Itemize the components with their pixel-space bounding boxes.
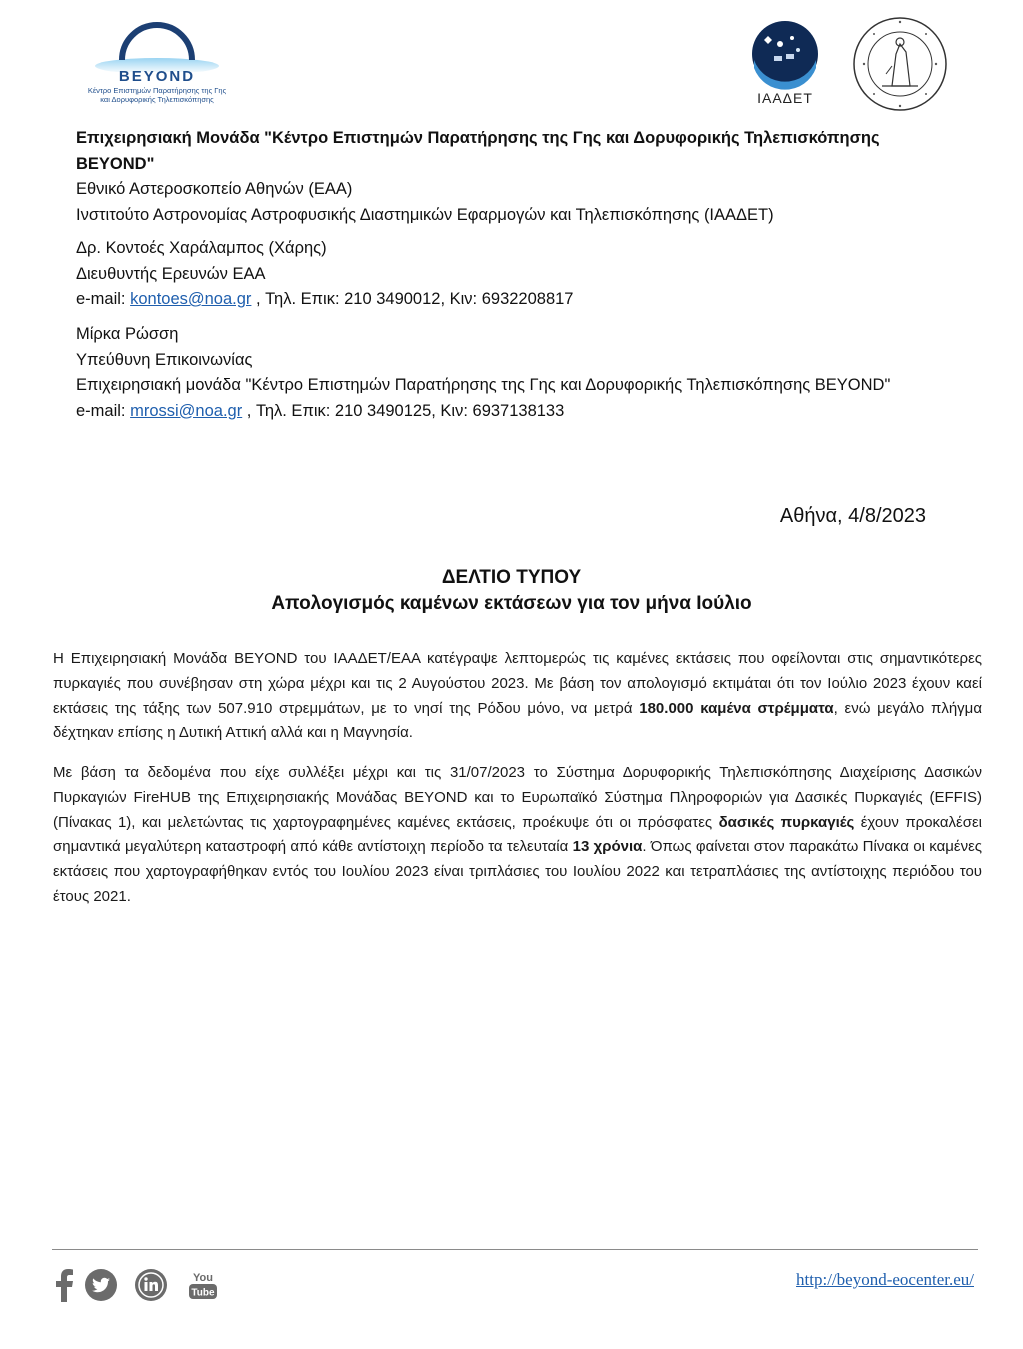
iaadet-logo: [740, 16, 830, 108]
iaadet-globe-icon: [740, 16, 830, 90]
paragraph-text: . Όπως φαίνεται στον παρακάτω Πίνακα οι καμένες εκτάσεις που χαρτογραφήθηκαν εντός του Ιουλίου 2023 είναι τριπλάσιες του Ιουλίου 2022 και τετραπλάσιες της αντίστοιχης περιόδου του έτους 2021.: [53, 838, 982, 905]
title-line-1: ΔΕΛΤΙΟ ΤΥΠΟΥ: [441, 567, 582, 588]
contact-person-2-name: Μίρκα Ρώσση: [76, 325, 179, 343]
youtube-icon[interactable]: [186, 1268, 220, 1302]
paragraph-text: , ενώ μεγάλο πλήγμα δέχτηκαν επίσης η Δυτική Αττική αλλά και η Μαγνησία.: [53, 699, 982, 742]
contact-person-2-email-link[interactable]: mrossi@noa.gr: [130, 401, 243, 420]
body-paragraph-2: [53, 761, 982, 910]
contact-person-1-role: Διευθυντής Ερευνών ΕΑΑ: [76, 264, 266, 283]
email-label: e-mail:: [76, 401, 131, 420]
email-label: e-mail:: [76, 290, 131, 308]
paragraph-bold-text: 180.000 καμένα στρέμματα: [639, 699, 834, 717]
contact-person-2-phones: , Τηλ. Επικ: 210 3490125, Κιν: 6937138133: [242, 401, 565, 420]
title-line-2: Απολογισμός καμένων εκτάσεων για τον μήνα Ιούλιο: [271, 593, 752, 614]
beyond-logo-subtitle: Κέντρο Επιστημών Παρατήρησης της Γης και Δορυφορικής Τηλεπισκόπησης: [87, 86, 227, 104]
facebook-icon[interactable]: [48, 1268, 82, 1302]
twitter-icon[interactable]: [84, 1268, 118, 1302]
contact-person-1-email-link[interactable]: kontoes@noa.gr: [130, 290, 252, 308]
contact-person-1: [76, 236, 956, 313]
iaadet-logo-name: ΙΑΑΔΕΤ: [757, 90, 813, 106]
svg-text:You: You: [193, 1272, 213, 1284]
beyond-logo-name: BEYOND: [118, 68, 196, 85]
contact-person-2-role: Υπεύθυνη Επικοινωνίας: [76, 350, 253, 369]
organization-title: Επιχειρησιακή Μονάδα "Κέντρο Επιστημών Παρατήρησης της Γης και Δορυφορικής Τηλεπισκόπησης BEYOND": [76, 129, 880, 173]
linkedin-icon[interactable]: [134, 1268, 168, 1302]
organization-block: [76, 126, 956, 228]
press-release-title: [60, 565, 963, 617]
beyond-arc-icon: [82, 8, 232, 72]
paragraph-text: Η Επιχειρησιακή Μονάδα BEYOND του ΙΑΑΔΕΤ/ΕΑΑ κατέγραψε λεπτομερώς τις καμένες εκτάσεις που οφείλονται στις σημαντικότερες πυρκαγιές που συνέβησαν στη χώρα μέχρι και τις 2 Αυγούστου 2023. Με βάση τον απολογισμό εκτιμάται ότι τον Ιούλιο 2023 έχουν καεί εκτάσεις της τάξης των 507.910 στρεμμάτων, με το νησί της Ρόδου μόνο, να μετρά: [53, 650, 982, 717]
svg-text:Tube: Tube: [191, 1287, 215, 1299]
paragraph-bold-text: 13 χρόνια: [572, 838, 643, 856]
organization-line-3: Ινστιτούτο Αστρονομίας Αστροφυσικής Διαστημικών Εφαρμογών και Τηλεπισκόπησης (ΙΑΑΔΕΤ): [76, 205, 774, 224]
beyond-logo: [82, 8, 232, 112]
paragraph-bold-text: δασικές πυρκαγιές: [718, 813, 855, 831]
contact-person-2-unit: Επιχειρησιακή μονάδα "Κέντρο Επιστημών Παρατήρησης της Γης και Δορυφορικής Τηλεπισκόπησης BEYOND": [76, 376, 891, 394]
contact-person-2-email-line: [76, 399, 956, 425]
footer-website-link[interactable]: http://beyond-eocenter.eu/: [796, 1270, 974, 1289]
contact-person-2: [76, 322, 956, 424]
contact-person-1-name: Δρ. Κοντοές Χαράλαμπος (Χάρης): [76, 239, 327, 257]
contact-person-1-phones: , Τηλ. Επικ: 210 3490012, Κιν: 6932208817: [251, 290, 574, 308]
body-paragraph-1: [53, 647, 982, 746]
footer-divider: [52, 1249, 978, 1250]
date-line: Αθήνα, 4/8/2023: [779, 505, 926, 527]
contact-person-1-email-line: [76, 287, 956, 313]
national-observatory-athens-seal-icon: [852, 16, 948, 112]
paragraph-text: Με βάση τα δεδομένα που είχε συλλέξει μέχρι και τις 31/07/2023 το Σύστημα Δορυφορικής Τηλεπισκόπησης Διαχείρισης Δασικών Πυρκαγιών FireHUB της Επιχειρησιακής Μονάδας BEYOND και το Ευρωπαϊκό Σύστημα Πληροφοριών για Δασικές Πυρκαγιές (EFFIS) (Πίνακας 1), και μελετώντας τις χαρτογραφημένες καμένες εκτάσεις, προέκυψε ότι οι πρόσφατες: [53, 764, 982, 831]
paragraph-text: έχουν προκαλέσει σημαντικά μεγαλύτερη καταστροφή από κάθε αντίστοιχη περίοδο τα τελευταία: [53, 813, 982, 856]
organization-line-2: Εθνικό Αστεροσκοπείο Αθηνών (ΕΑΑ): [76, 180, 353, 198]
